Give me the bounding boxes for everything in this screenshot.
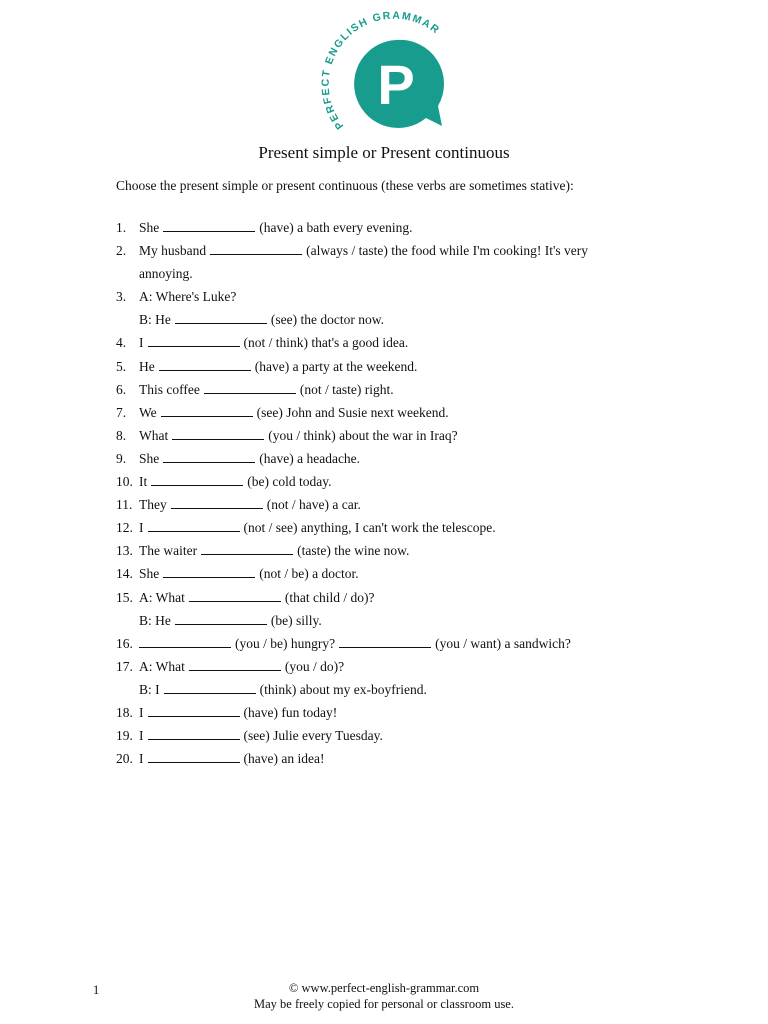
item-text	[139, 586, 374, 609]
item-verb-hint: (see) John and Susie next weekend.	[256, 404, 449, 420]
answer-blank[interactable]	[164, 680, 256, 694]
answer-blank[interactable]	[159, 357, 251, 371]
item-verb-hint: (have) a party at the weekend.	[254, 358, 418, 374]
item-verb-hint: (you / think) about the war in Iraq?	[268, 427, 458, 443]
answer-blank[interactable]	[161, 403, 253, 417]
item-number: 20.	[116, 751, 133, 767]
answer-blank[interactable]	[148, 333, 240, 347]
item-number: 14.	[116, 566, 133, 582]
item-text	[139, 724, 383, 747]
item-text	[139, 239, 588, 262]
item-verb-hint: (think) about my ex-boyfriend.	[259, 681, 427, 697]
exercise-item	[116, 493, 676, 516]
item-prompt: This coffee	[139, 381, 200, 397]
item-prompt: She	[139, 566, 160, 582]
item-verb-hint: (you / be) hungry?	[235, 635, 336, 651]
item-verb-hint: (have) a bath every evening.	[259, 220, 413, 235]
item-number: 4.	[116, 335, 127, 351]
exercise-item	[116, 331, 676, 354]
page-number: 1	[93, 983, 100, 997]
item-number: 9.	[116, 450, 127, 466]
exercise-item	[116, 401, 676, 424]
item-number: 19.	[116, 728, 133, 744]
item-text	[139, 308, 384, 331]
item-text	[139, 493, 361, 516]
item-verb-hint: (see) Julie every Tuesday.	[243, 728, 383, 744]
item-number: 8.	[116, 427, 127, 443]
exercise-item	[116, 724, 676, 747]
item-verb-hint: (have) an idea!	[243, 751, 325, 767]
answer-blank[interactable]	[148, 703, 240, 717]
exercise-item	[116, 655, 676, 678]
item-prompt: annoying.	[139, 266, 193, 282]
item-number: 7.	[116, 404, 127, 420]
footer	[0, 980, 768, 1012]
item-number: 18.	[116, 704, 133, 720]
answer-blank[interactable]	[148, 518, 240, 532]
instructions: Choose the present simple or present continuous (these verbs are sometimes stative):	[116, 178, 574, 193]
item-prompt: I	[139, 704, 144, 720]
answer-blank[interactable]	[201, 541, 293, 555]
item-number: 10.	[116, 474, 133, 490]
item-verb-hint: (always / taste) the food while I'm cooking! It's very	[306, 243, 589, 259]
item-text	[139, 424, 458, 447]
item-prompt: A: Where's Luke?	[139, 289, 237, 305]
exercise-item	[116, 701, 676, 724]
item-number: 11.	[116, 497, 133, 513]
perfect-english-grammar-logo	[320, 8, 450, 132]
item-verb-hint: (have) fun today!	[243, 704, 338, 720]
answer-blank[interactable]	[139, 634, 231, 648]
exercise-item	[116, 586, 676, 609]
item-prompt: B: He	[139, 612, 171, 628]
item-prompt: We	[139, 404, 157, 420]
item-number: 12.	[116, 520, 133, 536]
exercise-item	[116, 239, 676, 262]
answer-blank[interactable]	[175, 611, 267, 625]
answer-blank[interactable]	[171, 495, 263, 509]
logo-arc-text: PERFECT ENGLISH GRAMMAR	[320, 9, 443, 132]
item-verb-hint: (be) silly.	[270, 612, 322, 628]
answer-blank[interactable]	[339, 634, 431, 648]
item-prompt: My husband	[139, 243, 207, 259]
item-text	[139, 401, 449, 424]
item-text	[139, 562, 359, 585]
item-verb-hint: (not / taste) right.	[299, 381, 394, 397]
logo-letter: P	[377, 53, 415, 116]
exercise-item	[116, 262, 676, 285]
item-text	[139, 516, 496, 539]
item-prompt: I	[139, 728, 144, 744]
item-verb-hint: (you / want) a sandwich?	[435, 635, 571, 651]
exercise-item	[116, 632, 676, 655]
item-text	[139, 678, 427, 701]
item-number: 16.	[116, 635, 133, 651]
exercise-item	[116, 609, 676, 632]
item-text	[139, 632, 571, 655]
item-verb-hint: (have) a headache.	[259, 450, 361, 466]
item-verb-hint: (not / think) that's a good idea.	[243, 335, 409, 351]
item-text	[139, 539, 409, 562]
answer-blank[interactable]	[148, 749, 240, 763]
item-number: 3.	[116, 289, 127, 305]
item-prompt: B: He	[139, 312, 171, 328]
item-prompt: A: What	[139, 589, 185, 605]
item-text	[139, 262, 193, 285]
item-prompt: They	[139, 497, 167, 513]
item-number: 5.	[116, 358, 127, 374]
item-prompt: B: I	[139, 681, 160, 697]
item-prompt: She	[139, 450, 160, 466]
item-number: 2.	[116, 243, 127, 259]
item-prompt: What	[139, 427, 169, 443]
item-verb-hint: (not / have) a car.	[266, 497, 361, 513]
footer-license: May be freely copied for personal or classroom use.	[254, 997, 514, 1011]
item-text	[139, 655, 344, 678]
answer-blank[interactable]	[163, 564, 255, 578]
item-text	[139, 747, 324, 770]
exercise-item	[116, 308, 676, 331]
item-prompt: I	[139, 751, 144, 767]
answer-blank[interactable]	[175, 310, 267, 324]
item-verb-hint: (you / do)?	[284, 658, 345, 674]
item-number: 13.	[116, 543, 133, 559]
exercise-list	[116, 216, 676, 770]
item-number: 6.	[116, 381, 127, 397]
exercise-item	[116, 562, 676, 585]
item-text	[139, 447, 360, 470]
item-prompt: He	[139, 358, 155, 374]
item-prompt: She	[139, 220, 160, 235]
item-text	[139, 285, 236, 308]
exercise-item	[116, 747, 676, 770]
exercise-item	[116, 378, 676, 401]
item-verb-hint: (not / see) anything, I can't work the telescope.	[243, 520, 496, 536]
item-verb-hint: (taste) the wine now.	[297, 543, 410, 559]
item-prompt: The waiter	[139, 543, 198, 559]
exercise-item	[116, 447, 676, 470]
item-verb-hint: (that child / do)?	[284, 589, 375, 605]
item-verb-hint: (see) the doctor now.	[270, 312, 384, 328]
item-text	[139, 701, 337, 724]
item-verb-hint: (be) cold today.	[247, 474, 332, 490]
item-text	[139, 470, 331, 493]
answer-blank[interactable]	[210, 241, 302, 255]
item-text	[139, 216, 413, 239]
answer-blank[interactable]	[151, 472, 243, 486]
item-prompt: I	[139, 335, 144, 351]
item-text	[139, 609, 322, 632]
exercise-item	[116, 424, 676, 447]
item-verb-hint: (not / be) a doctor.	[259, 566, 359, 582]
exercise-item	[116, 216, 676, 239]
item-number: 17.	[116, 658, 133, 674]
answer-blank[interactable]	[148, 726, 240, 740]
exercise-item	[116, 285, 676, 308]
answer-blank[interactable]	[189, 657, 281, 671]
item-text	[139, 355, 417, 378]
item-text	[139, 378, 394, 401]
exercise-item	[116, 539, 676, 562]
footer-copyright: © www.perfect-english-grammar.com	[288, 981, 480, 995]
item-number: 15.	[116, 589, 133, 605]
exercise-item	[116, 678, 676, 701]
exercise-item	[116, 516, 676, 539]
answer-blank[interactable]	[189, 588, 281, 602]
answer-blank[interactable]	[204, 380, 296, 394]
exercise-item	[116, 355, 676, 378]
answer-blank[interactable]	[163, 449, 255, 463]
answer-blank[interactable]	[172, 426, 264, 440]
exercise-item	[116, 470, 676, 493]
item-prompt: A: What	[139, 658, 185, 674]
item-prompt: It	[139, 474, 148, 490]
item-number: 1.	[116, 220, 127, 235]
item-prompt: I	[139, 520, 144, 536]
item-text	[139, 331, 408, 354]
page-title: Present simple or Present continuous	[258, 143, 510, 162]
answer-blank[interactable]	[163, 218, 255, 232]
